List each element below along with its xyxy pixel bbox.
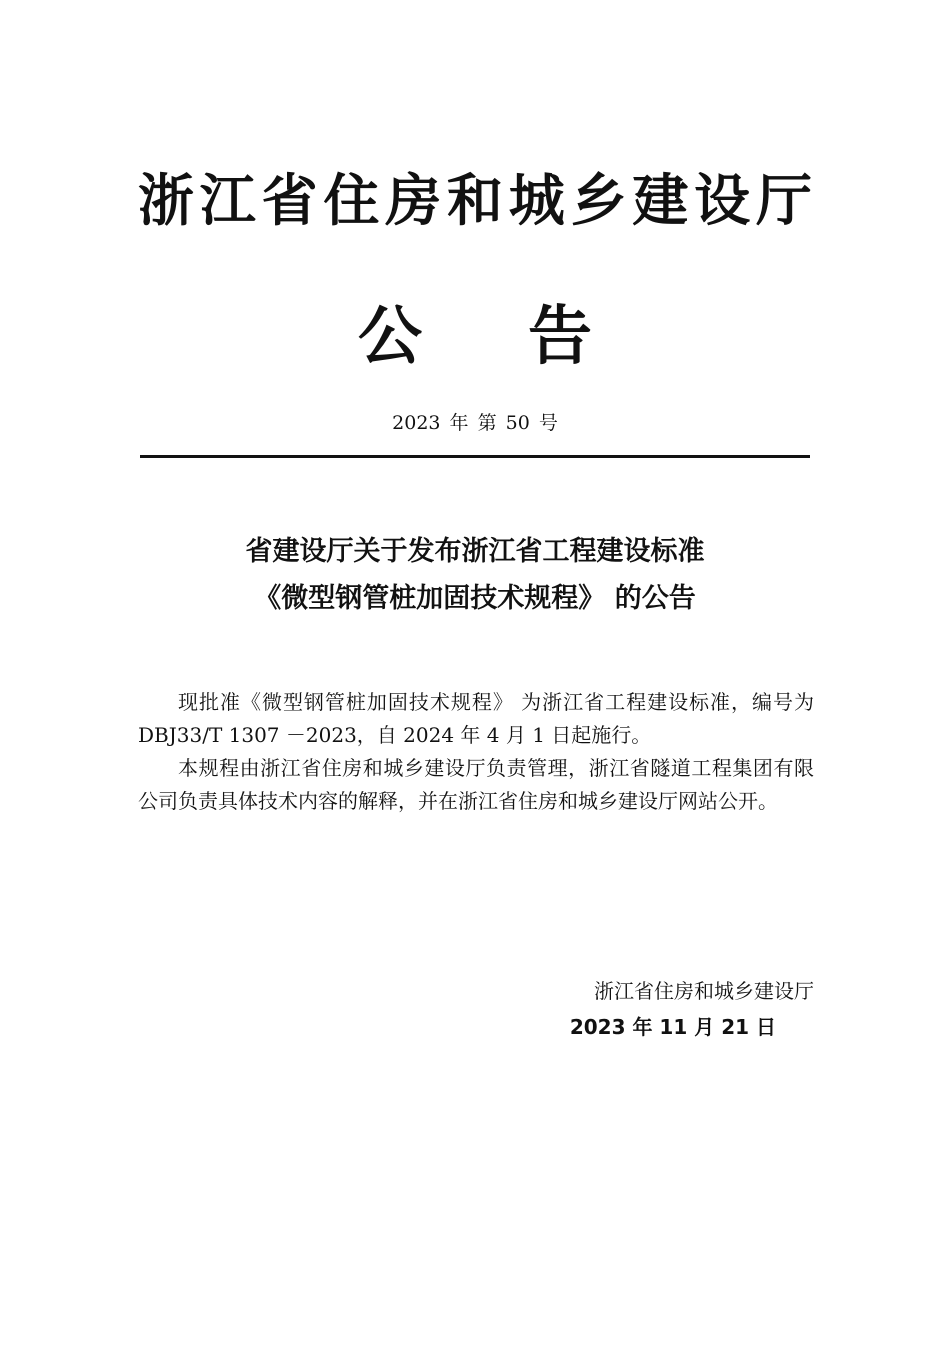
issuer-char: 浙 <box>138 169 194 234</box>
signature-block <box>470 973 814 1045</box>
doc-type-char: 告 <box>528 300 592 374</box>
header-divider <box>140 455 810 458</box>
issuer-char: 乡 <box>570 169 627 234</box>
announcement-body <box>138 686 814 818</box>
title-line-1: 省建设厅关于发布浙江省工程建设标准 <box>245 536 705 567</box>
issuer-char: 省 <box>261 169 318 234</box>
issuer-char: 建 <box>632 169 689 234</box>
issuer-heading <box>138 162 812 242</box>
issuer-char: 厅 <box>755 169 812 234</box>
issuer-char: 江 <box>199 169 256 234</box>
body-paragraph-2: 本规程由浙江省住房和城乡建设厅负责管理，浙江省隧道工程集团有限公司负责具体技术内容的解释，并在浙江省住房和城乡建设厅网站公开。 <box>138 756 814 813</box>
issuer-char: 房 <box>385 169 442 234</box>
signature-date: 2023 年 11 月 21 日 <box>569 1015 776 1039</box>
title-line-2: 《微型钢管桩加固技术规程》 的公告 <box>254 583 696 614</box>
doc-type-char: 公 <box>358 300 422 374</box>
issuer-char: 设 <box>694 169 751 234</box>
document-type-heading <box>358 292 592 382</box>
issuer-char: 城 <box>508 169 565 234</box>
issuer-char: 住 <box>323 169 380 234</box>
body-paragraph-1: 现批准《微型钢管桩加固技术规程》 为浙江省工程建设标准，编号为 DBJ33/T 1307 －2023，自 2024 年 4 月 1 日起施行。 <box>138 690 814 747</box>
signature-issuer: 浙江省住房和城乡建设厅 <box>594 979 814 1003</box>
document-number: 2023 年 第 50 号 <box>392 412 558 434</box>
announcement-title <box>0 528 950 622</box>
issuer-char: 和 <box>446 169 503 234</box>
